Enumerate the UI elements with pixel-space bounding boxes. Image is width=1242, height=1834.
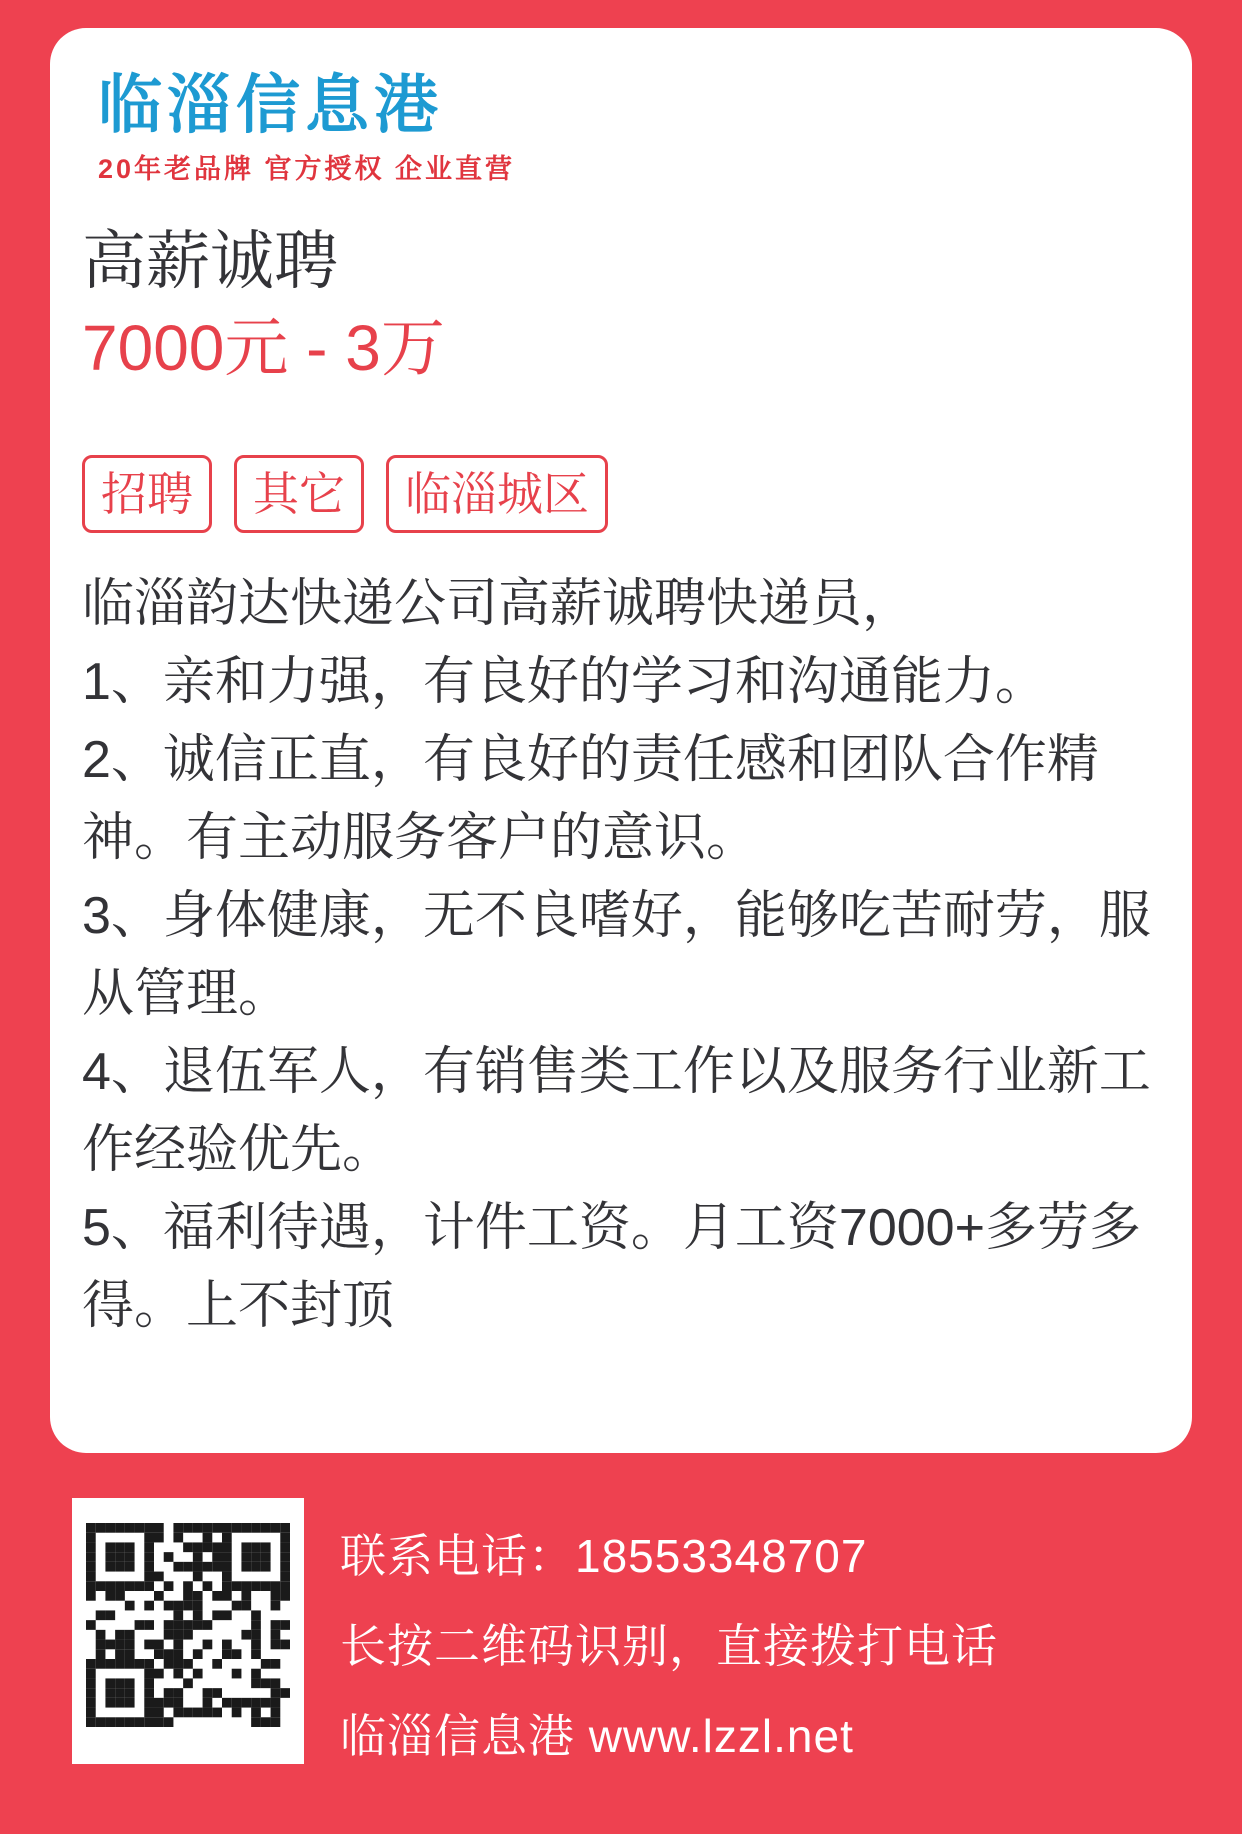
contact-phone[interactable]: 联系电话：18553348707 — [340, 1530, 868, 1582]
tags-row — [82, 455, 1164, 533]
contact-instruction: 长按二维码识别，直接拨打电话 — [340, 1620, 998, 1672]
contact-block — [340, 1498, 998, 1778]
description-item-3: 3、身体健康，无不良嗜好，能够吃苦耐劳，服从管理。 — [82, 886, 1151, 1023]
brand-tagline: 20年老品牌 官方授权 企业直营 — [98, 154, 516, 185]
description-item-5: 5、福利待遇，计件工资。月工资7000+多劳多得。上不封顶 — [82, 1198, 1141, 1335]
job-description — [82, 565, 1160, 1345]
job-ad-card — [50, 28, 1192, 1453]
description-intro: 临淄韵达快递公司高薪诚聘快递员， — [82, 574, 915, 633]
job-salary: 7000元 - 3万 — [82, 311, 445, 384]
contact-footer — [72, 1498, 998, 1778]
tag-location[interactable]: 临淄城区 — [386, 455, 608, 533]
site-url[interactable]: 临淄信息港 www.lzzl.net — [340, 1710, 854, 1762]
description-item-2: 2、诚信正直，有良好的责任感和团队合作精神。有主动服务客户的意识。 — [82, 730, 1099, 867]
description-item-1: 1、亲和力强，有良好的学习和沟通能力。 — [82, 652, 1047, 711]
qr-code[interactable] — [72, 1498, 304, 1764]
brand-logo-text: 临淄信息港 — [98, 69, 443, 141]
brand-logo — [98, 69, 1164, 186]
tag-subcategory[interactable]: 其它 — [234, 455, 364, 533]
job-title: 高薪诚聘 — [82, 225, 338, 298]
tag-category[interactable]: 招聘 — [82, 455, 212, 533]
description-item-4: 4、退伍军人，有销售类工作以及服务行业新工作经验优先。 — [82, 1042, 1151, 1179]
qr-code-pattern — [86, 1523, 290, 1727]
